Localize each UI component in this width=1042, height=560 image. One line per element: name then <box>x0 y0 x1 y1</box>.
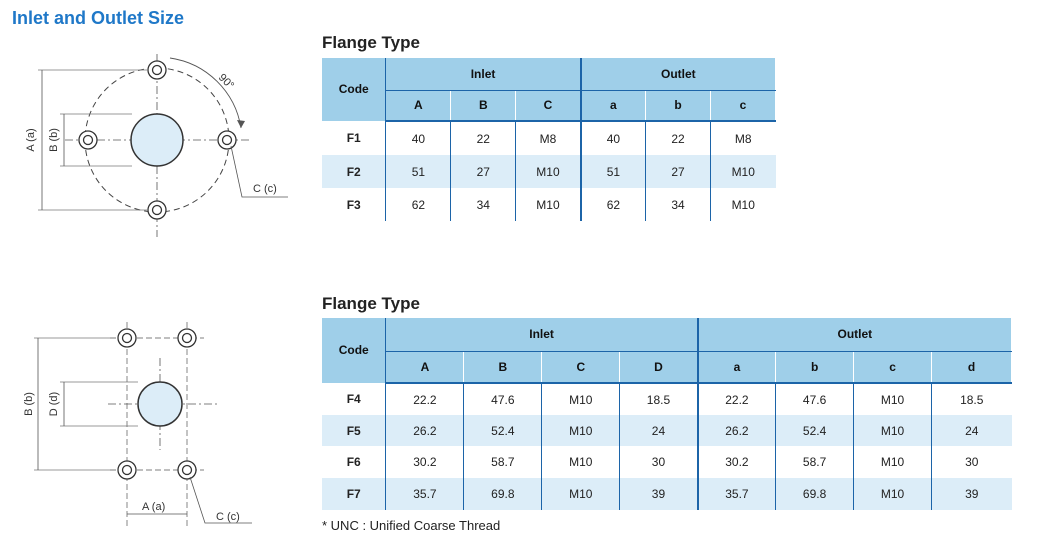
column-header: b <box>776 351 854 383</box>
column-header: C <box>516 90 581 121</box>
inlet-header: Inlet <box>386 318 698 351</box>
page-title: Inlet and Outlet Size <box>12 8 185 28</box>
footnote: * UNC : Unified Coarse Thread <box>322 518 501 533</box>
column-header: B <box>451 90 516 121</box>
value-cell: 30.2 <box>698 446 776 478</box>
code-cell: F6 <box>322 446 386 478</box>
flange-type-title-1: Flange Type <box>322 33 420 52</box>
value-cell: 22 <box>451 121 516 155</box>
value-cell: 62 <box>581 188 646 221</box>
value-cell: 27 <box>646 155 711 188</box>
value-cell: M8 <box>516 121 581 155</box>
code-cell: F3 <box>322 188 386 221</box>
value-cell: 22.2 <box>698 383 776 415</box>
flange-table-1 <box>322 58 776 221</box>
value-cell: 22.2 <box>386 383 464 415</box>
value-cell: 51 <box>386 155 451 188</box>
column-header: C <box>542 351 620 383</box>
value-cell: M10 <box>710 155 775 188</box>
dimension-label-c: C (c) <box>216 511 240 523</box>
value-cell: 52.4 <box>464 415 542 446</box>
value-cell: 34 <box>451 188 516 221</box>
value-cell: 51 <box>581 155 646 188</box>
column-header: c <box>854 351 932 383</box>
column-header: D <box>620 351 698 383</box>
value-cell: 34 <box>646 188 711 221</box>
square-flange-diagram <box>20 318 310 540</box>
value-cell: 69.8 <box>776 478 854 510</box>
value-cell: M10 <box>731 197 755 212</box>
code-header: Code <box>322 318 386 383</box>
table-row <box>322 383 1012 415</box>
code-cell: F5 <box>322 415 386 446</box>
value-cell: 58.7 <box>776 446 854 478</box>
value-cell: M10 <box>542 446 620 478</box>
flange-type-title-2: Flange Type <box>322 294 420 313</box>
column-header: c <box>710 90 775 121</box>
code-cell: F1 <box>322 121 386 155</box>
column-header: A <box>386 90 451 121</box>
value-cell: 40 <box>581 121 646 155</box>
value-cell: 18.5 <box>620 383 698 415</box>
column-header: A <box>386 351 464 383</box>
dimension-label-c: C (c) <box>253 183 277 195</box>
angle-label: 90° <box>215 71 237 92</box>
value-cell: M10 <box>542 383 620 415</box>
value-cell: 18.5 <box>960 392 984 407</box>
column-header: B <box>464 351 542 383</box>
value-cell: 24 <box>620 415 698 446</box>
column-header: a <box>698 351 776 383</box>
value-cell: 27 <box>451 155 516 188</box>
dimension-label-b: B (b) <box>48 128 60 152</box>
inlet-header: Inlet <box>386 58 581 90</box>
table-row <box>322 478 1012 510</box>
value-cell: M10 <box>516 188 581 221</box>
value-cell: 24 <box>932 415 1012 446</box>
table-row <box>322 121 776 155</box>
value-cell: M10 <box>542 478 620 510</box>
value-cell: M8 <box>734 131 752 146</box>
code-header: Code <box>322 58 386 121</box>
value-cell: M10 <box>854 383 932 415</box>
value-cell: 40 <box>386 121 451 155</box>
dimension-label-a: A (a) <box>142 501 166 513</box>
column-header: b <box>646 90 711 121</box>
dimension-label-b: B (b) <box>23 392 35 416</box>
flange-table-2 <box>322 318 1012 510</box>
value-cell: M10 <box>854 446 932 478</box>
value-cell: M10 <box>854 478 932 510</box>
code-cell: F7 <box>322 478 386 510</box>
value-cell: 35.7 <box>386 478 464 510</box>
dimension-label-d: D (d) <box>48 391 60 417</box>
value-cell: 62 <box>386 188 451 221</box>
dimension-label-a: A (a) <box>25 128 37 152</box>
code-cell: F4 <box>322 383 386 415</box>
value-cell: 26.2 <box>698 415 776 446</box>
column-header: d <box>932 351 1012 383</box>
value-cell: 30.2 <box>386 446 464 478</box>
value-cell: 52.4 <box>776 415 854 446</box>
outlet-header: Outlet <box>698 318 1012 351</box>
outlet-header: Outlet <box>581 58 776 90</box>
value-cell: 69.8 <box>464 478 542 510</box>
column-header: a <box>581 90 646 121</box>
value-cell: 22 <box>646 121 711 155</box>
value-cell: M10 <box>516 155 581 188</box>
value-cell: M10 <box>854 415 932 446</box>
value-cell: M10 <box>542 415 620 446</box>
value-cell: 47.6 <box>464 383 542 415</box>
value-cell: 39 <box>932 478 1012 510</box>
value-cell: 47.6 <box>776 383 854 415</box>
table-row <box>322 446 1012 478</box>
value-cell: 30 <box>620 446 698 478</box>
table-row <box>322 155 776 188</box>
table-row <box>322 415 1012 446</box>
code-cell: F2 <box>322 155 386 188</box>
value-cell: 35.7 <box>698 478 776 510</box>
round-flange-diagram <box>20 52 310 242</box>
value-cell: 26.2 <box>386 415 464 446</box>
value-cell: 39 <box>620 478 698 510</box>
value-cell: 30 <box>965 455 979 469</box>
table-row <box>322 188 776 221</box>
value-cell: 58.7 <box>464 446 542 478</box>
